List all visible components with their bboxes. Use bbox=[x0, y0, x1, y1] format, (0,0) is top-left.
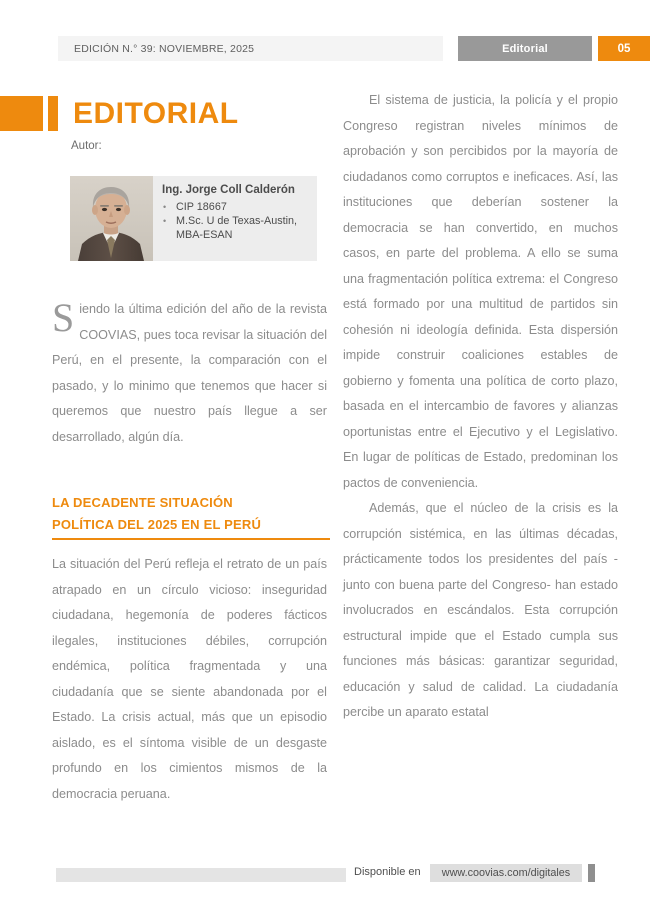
page-title: EDITORIAL bbox=[73, 97, 239, 130]
intro-paragraph-text: iendo la última edición del año de la revista COOVIAS, pues toca revisar la situación del Perú, en el presente, la comparación con el pasado, y lo minimo que tenemos que hacer si queremos que nuestro país llegue a ser desarrollado, algún día. bbox=[52, 302, 327, 444]
right-column bbox=[343, 88, 618, 726]
page-number-label: 05 bbox=[617, 42, 631, 55]
left-body-paragraph: La situación del Perú refleja el retrato de un país atrapado en un círculo vicioso: inseguridad ciudadana, hegemonía de poderes fácticos ilegales, instituciones débiles, corrupción endémica, política fragmentada y una ciudadanía que se siente abandonada por el Estado. La crisis actual, más que un episodio aislado, es el síntoma visible de un desgaste profundo en los cimientos mismos de la democracia peruana. bbox=[52, 557, 327, 801]
author-details bbox=[162, 183, 312, 242]
author-credentials-list bbox=[162, 200, 312, 242]
footer-available-label: Disponible en bbox=[354, 866, 421, 878]
footer-rule bbox=[56, 868, 346, 882]
list-item: • M.Sc. U de Texas-Austin, MBA-ESAN bbox=[162, 214, 312, 242]
edition-label: EDICIÓN N.° 39: NOVIEMBRE, 2025 bbox=[74, 42, 255, 55]
section-heading-underline bbox=[52, 538, 330, 540]
section-badge-label: Editorial bbox=[502, 42, 548, 55]
title-decoration-bar bbox=[48, 96, 58, 131]
author-label: Autor: bbox=[71, 140, 102, 152]
right-paragraph-2: Además, que el núcleo de la crisis es la corrupción sistémica, en las últimas décadas, prácticamente todos los presidentes del país -junto con buena parte del Congreso- han estado involucrados en escándalos. Esta corrupción estructural impide que el Estado cumpla sus funciones más básicas: garantizar seguridad, educación y salud de calidad. La ciudadanía percibe un aparato estatal bbox=[343, 501, 618, 719]
left-column bbox=[52, 297, 327, 450]
avatar bbox=[70, 176, 153, 261]
drop-cap: S bbox=[52, 295, 75, 340]
footer-url-box[interactable] bbox=[430, 864, 582, 882]
section-badge bbox=[458, 36, 592, 61]
right-paragraph-1: El sistema de justicia, la policía y el propio Congreso registran niveles mínimos de aprobación y son percibidos por la mayoría de ciudadanos como corruptos e ineficaces. Así, las instituciones que deberían sostener la democracia se han convertido, en muchos casos, en parte del problema. A ello se suma una fragmentación política extrema: el Congreso está formado por una multitud de partidos sin cohesión ni ideología definida. Esta dispersión impide construir coaliciones estables de gobierno y fomenta una política de corto plazo, basada en el intercambio de favores y alianzas oportunistas entre el Ejecutivo y el Legislativo. En lugar de políticas de Estado, predominan los pactos de conveniencia. bbox=[343, 93, 618, 490]
author-name: Ing. Jorge Coll Calderón bbox=[162, 184, 295, 196]
section-heading-line-1: LA DECADENTE SITUACIÓN bbox=[52, 495, 233, 510]
left-column-body bbox=[52, 552, 327, 807]
title-decoration-block bbox=[0, 96, 43, 131]
page-header bbox=[0, 36, 650, 61]
footer-endcap-decoration bbox=[588, 864, 595, 882]
intro-paragraph bbox=[52, 297, 327, 450]
page-number-badge bbox=[598, 36, 650, 61]
list-item: • CIP 18667 bbox=[162, 200, 312, 214]
section-heading bbox=[52, 492, 330, 540]
author-portrait-photo bbox=[70, 176, 153, 261]
edition-bar bbox=[58, 36, 443, 61]
section-heading-line-2: POLÍTICA DEL 2025 EN EL PERÚ bbox=[52, 517, 262, 532]
footer-url-label: www.coovias.com/digitales bbox=[441, 867, 571, 879]
